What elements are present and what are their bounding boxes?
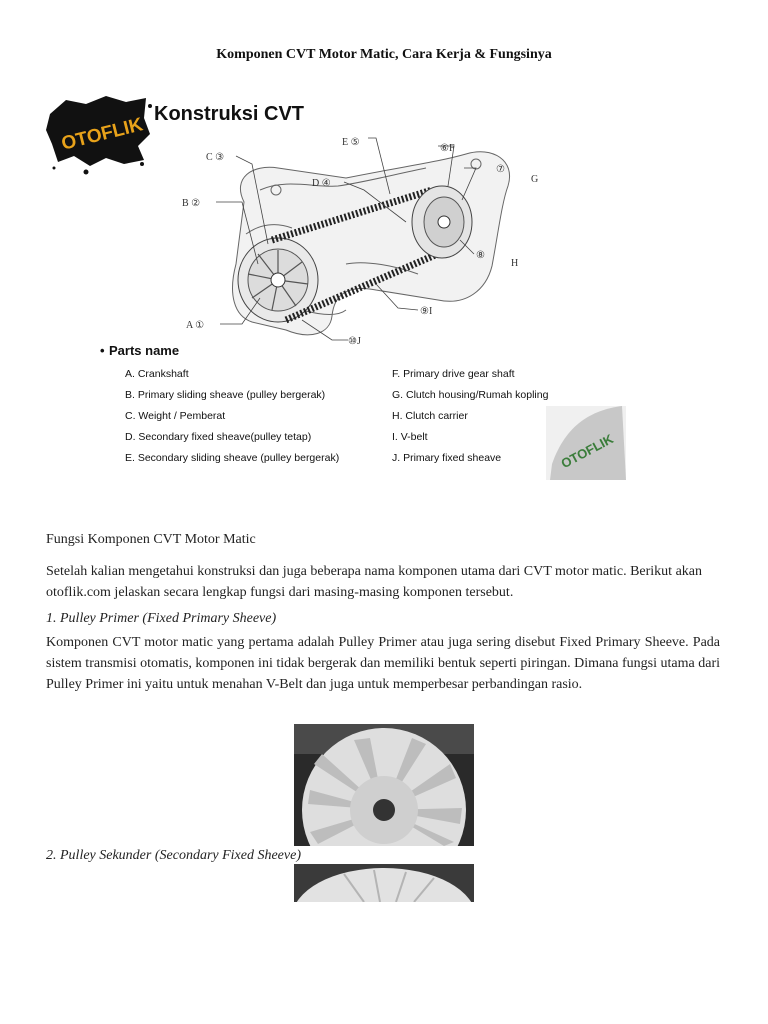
part-a: A. Crankshaft (125, 368, 189, 380)
callout-8: ⑧ (476, 250, 485, 261)
parts-heading: Parts name (109, 343, 180, 358)
intro-paragraph: Setelah kalian mengetahui konstruksi dan juga beberapa nama komponen utama dari CVT motor matic. Berikut akan otoflik.com jelaskan secara lengkap fungsi dari masing-masing komponen tersebut. (46, 564, 702, 600)
callout-e: E ⑤ (342, 137, 360, 148)
primary-pulley-photo (294, 724, 474, 846)
part-h: H. Clutch carrier (392, 410, 468, 422)
part-j: J. Primary fixed sheave (392, 452, 502, 464)
watermark-text: OTOFLIK (558, 431, 616, 472)
section1-paragraph: Komponen CVT motor matic yang pertama adalah Pulley Primer atau juga sering disebut Fixed Primary Sheeve. Pada sistem transmisi otomatis, komponen ini tidak bergerak dan memiliki bentuk seperti piringan. Dimana fungsi utama dari Pulley Primer ini yaitu untuk menahan V-Belt dan juga untuk memperbesar perbandingan rasio. (46, 635, 720, 692)
callout-a: A ① (186, 320, 205, 331)
part-g: G. Clutch housing/Rumah kopling (392, 389, 549, 401)
callout-7: ⑦ (496, 164, 505, 175)
intro-heading: Fungsi Komponen CVT Motor Matic (46, 532, 256, 547)
parts-list-left (125, 368, 339, 464)
secondary-pulley-photo (294, 864, 474, 902)
figure-heading: Konstruksi CVT (154, 103, 305, 125)
otoflik-watermark (546, 406, 626, 480)
part-i: I. V-belt (392, 431, 428, 443)
part-c: C. Weight / Pemberat (125, 410, 226, 422)
section1-heading: 1. Pulley Primer (Fixed Primary Sheeve) (46, 611, 277, 626)
parts-list-right (392, 368, 549, 464)
callout-f: ⑥F (440, 143, 455, 154)
callout-g: G (531, 174, 539, 185)
callout-c: C ③ (206, 152, 225, 163)
logo-text: OTOFLIK (59, 114, 146, 155)
section2-heading: 2. Pulley Sekunder (Secondary Fixed Sheeve) (46, 848, 301, 863)
part-e: E. Secondary sliding sheave (pulley bergerak) (125, 452, 340, 464)
cvt-drawing (216, 138, 510, 340)
callout-h: H (511, 258, 519, 269)
otoflik-logo (46, 96, 152, 175)
callout-b: B ② (182, 198, 201, 209)
callout-j: ⑩J (348, 336, 361, 347)
part-f: F. Primary drive gear shaft (392, 368, 515, 380)
document-title: Komponen CVT Motor Matic, Cara Kerja & Fungsinya (216, 47, 552, 62)
parts-bullet: • (100, 343, 105, 358)
cvt-construction-figure (46, 94, 626, 480)
callout-i: ⑨I (420, 306, 433, 317)
callout-d: D ④ (312, 178, 331, 189)
part-b: B. Primary sliding sheave (pulley bergerak) (125, 389, 326, 401)
part-d: D. Secondary fixed sheave(pulley tetap) (125, 431, 312, 443)
